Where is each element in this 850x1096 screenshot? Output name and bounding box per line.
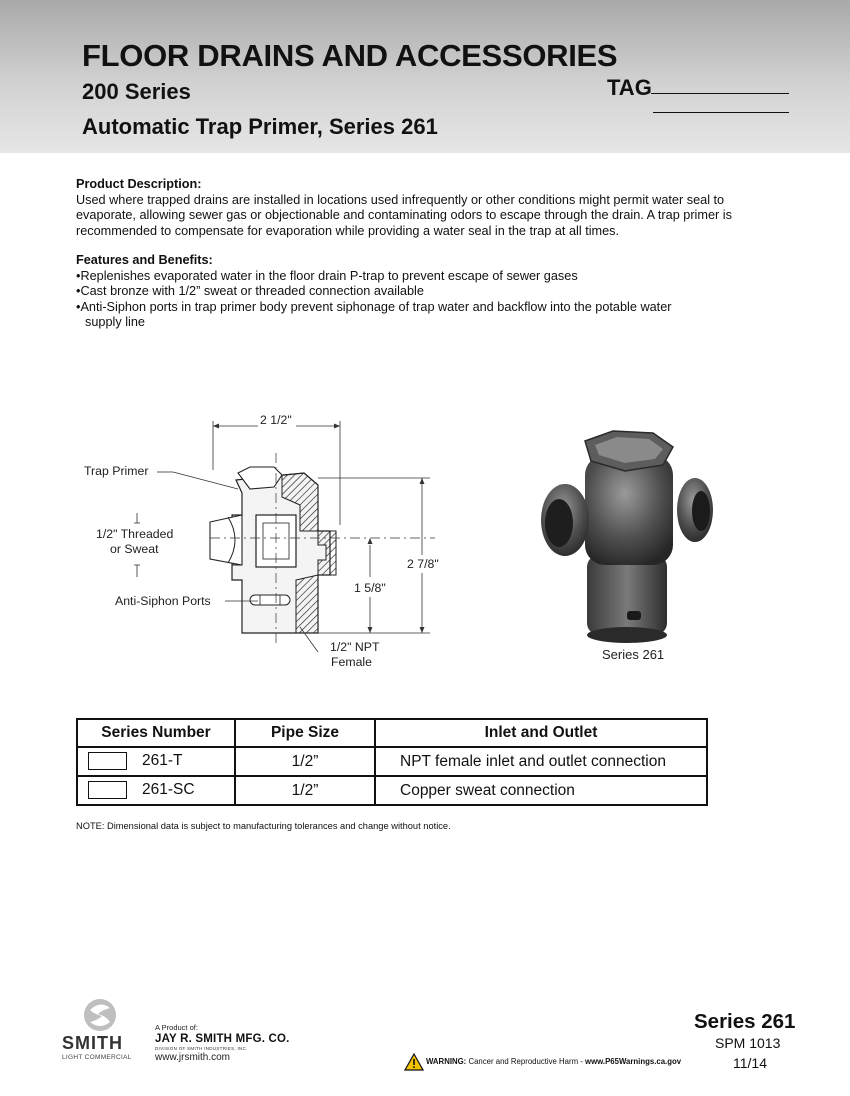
table-row — [77, 776, 707, 805]
feature-item: • Anti-Siphon ports in trap primer body prevent siphonage of trap water and backflow into the potable water supply line — [76, 300, 675, 331]
disclaimer-note: NOTE: Dimensional data is subject to manufacturing tolerances and change without notice. — [76, 821, 451, 831]
label-npt-1: 1/2" NPT — [330, 640, 380, 654]
label-threaded-1: 1/2" Threaded — [96, 527, 174, 541]
warning-text-line — [426, 1057, 681, 1066]
series-heading: 200 Series — [82, 79, 191, 104]
revision-date: 11/14 — [733, 1055, 767, 1071]
table-header-row — [77, 719, 707, 747]
series-value: 261-T — [142, 752, 183, 770]
product-photo — [535, 425, 715, 645]
page-title: FLOOR DRAINS AND ACCESSORIES — [82, 38, 618, 73]
label-npt-2: Female — [331, 655, 373, 669]
division-text: DIVISION OF SMITH INDUSTRIES, INC. — [155, 1046, 248, 1051]
website-link[interactable]: www.jrsmith.com — [155, 1052, 231, 1063]
product-of-label: A Product of: — [155, 1023, 198, 1032]
label-anti-siphon: Anti-Siphon Ports — [115, 594, 211, 608]
trap-primer-photo — [535, 425, 715, 645]
smith-logo — [60, 998, 140, 1068]
description-text: Used where trapped drains are installed in locations used infrequently or other conditions might permit water seal to evaporate, allowing sewer gas or objectionable and contaminating odors to escape through the drain. A trap primer is recommended to compensate for evaporation while providing a water seal in the trap at all times. — [76, 192, 732, 238]
col-inlet-outlet: Inlet and Outlet — [375, 719, 707, 747]
tag-line-1 — [651, 93, 789, 94]
pipe-size-cell: 1/2” — [235, 776, 375, 805]
series-cell — [77, 776, 235, 805]
logo-name: SMITH — [62, 1033, 123, 1053]
warning-triangle-icon — [404, 1053, 424, 1071]
pipe-size-cell: 1/2” — [235, 747, 375, 776]
dim-width-label: 2 1/2" — [260, 413, 292, 427]
dim-height-label: 2 7/8" — [407, 557, 439, 571]
smith-logo-icon — [60, 998, 140, 1034]
col-series-number: Series Number — [77, 719, 235, 747]
features-heading: Features and Benefits: — [76, 253, 213, 267]
series-cell — [77, 747, 235, 776]
selection-checkbox[interactable] — [88, 752, 127, 770]
description-heading: Product Description: — [76, 177, 202, 191]
product-description — [76, 177, 786, 239]
features-section — [76, 253, 786, 331]
logo-sub: LIGHT COMMERCIAL — [62, 1054, 132, 1061]
series-value: 261-SC — [142, 781, 195, 799]
tag-label: TAG — [607, 75, 652, 100]
prop65-warning — [404, 1053, 704, 1071]
footer-series: Series 261 — [694, 1010, 796, 1033]
spm-number: SPM 1013 — [715, 1035, 781, 1051]
label-threaded-2: or Sweat — [110, 542, 159, 556]
specs-table — [76, 718, 708, 806]
col-pipe-size: Pipe Size — [235, 719, 375, 747]
warning-url[interactable]: www.P65Warnings.ca.gov — [585, 1057, 682, 1066]
photo-caption: Series 261 — [602, 647, 665, 662]
inlet-outlet-cell: NPT female inlet and outlet connection — [375, 747, 707, 776]
tag-line-2 — [653, 112, 789, 113]
selection-checkbox[interactable] — [88, 781, 127, 799]
inlet-outlet-cell: Copper sweat connection — [375, 776, 707, 805]
features-list — [76, 269, 786, 331]
technical-drawing — [60, 405, 460, 685]
table-row — [77, 747, 707, 776]
product-subtitle: Automatic Trap Primer, Series 261 — [82, 114, 438, 139]
warning-text: Cancer and Reproductive Harm - — [468, 1057, 583, 1066]
dim-center-label: 1 5/8" — [354, 581, 386, 595]
label-trap-primer: Trap Primer — [84, 464, 149, 478]
feature-item: • Cast bronze with 1/2” sweat or threaded connection available — [76, 284, 786, 300]
header-band — [0, 0, 850, 153]
feature-item: • Replenishes evaporated water in the floor drain P-trap to prevent escape of sewer gases — [76, 269, 786, 285]
warning-label: WARNING: — [426, 1057, 467, 1066]
company-name: JAY R. SMITH MFG. CO. — [155, 1033, 290, 1045]
